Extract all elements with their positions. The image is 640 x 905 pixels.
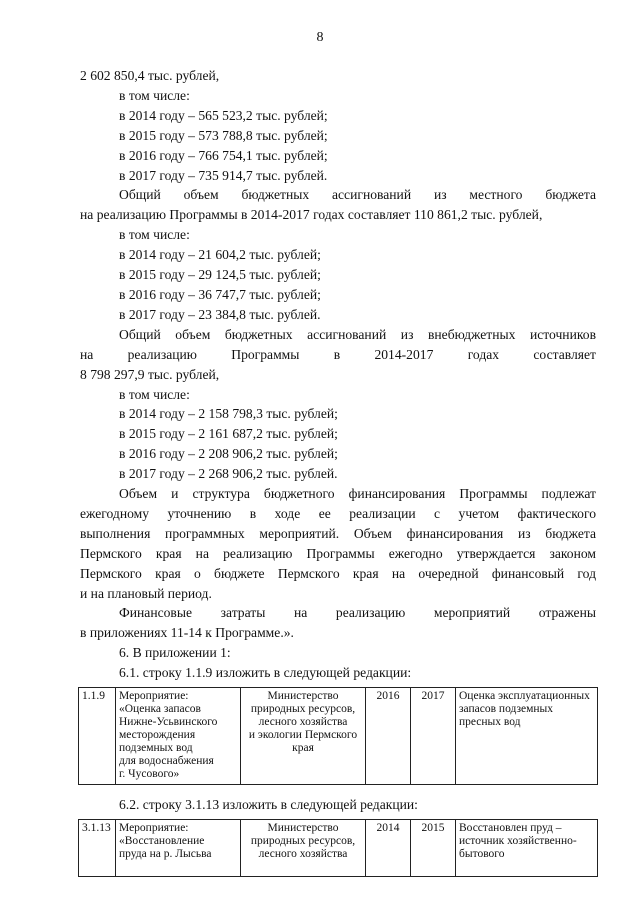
cell-text: пруда на р. Лысьва (119, 848, 212, 860)
paragraph-line: 8 798 297,9 тыс. рублей, (80, 366, 220, 382)
text-line: в 2014 году – 2 158 798,3 тыс. рублей; (119, 406, 338, 422)
cell-text: Мероприятие: (119, 822, 189, 834)
cell-text: лесного хозяйства (258, 716, 348, 729)
table-row-3-1-13 (80, 819, 596, 877)
paragraph-line: Пермского края о бюджете Пермского края на очередной финансовый год (80, 565, 596, 581)
text-line: в 2015 году – 29 124,5 тыс. рублей; (119, 267, 321, 283)
text-line: в 2014 году – 21 604,2 тыс. рублей; (119, 247, 321, 263)
text-line: в том числе: (119, 227, 190, 243)
cell-text: «Восстановление (119, 835, 205, 847)
cell-start-year: 2014 (366, 820, 411, 877)
text-line: в 2016 году – 766 754,1 тыс. рублей; (119, 147, 328, 163)
cell-text: бытового (459, 848, 505, 860)
cell-text: подземных вод (119, 742, 193, 755)
paragraph-line: Финансовые затраты на реализацию мероприятий отражены (119, 605, 596, 621)
text-line: в 2014 году – 565 523,2 тыс. рублей; (119, 107, 328, 123)
paragraph-line: ежегодному уточнению в ходе ее реализации с учетом фактического (80, 505, 596, 521)
list-item: 6.1. строку 1.1.9 изложить в следующей редакции: (119, 665, 412, 681)
paragraph-line: на реализацию Программы в 2014-2017 годах составляет 110 861,2 тыс. рублей, (80, 207, 543, 223)
cell-text: г. Чусового» (119, 768, 180, 781)
text-line: в 2017 году – 23 384,8 тыс. рублей. (119, 306, 321, 322)
cell-text: «Оценка запасов (119, 703, 201, 716)
cell-text: и экологии Пермского (248, 729, 358, 742)
cell-end-year: 2017 (411, 688, 456, 785)
list-item: 6.2. строку 3.1.13 изложить в следующей редакции: (119, 797, 418, 813)
text-line: 2 602 850,4 тыс. рублей, (80, 68, 220, 83)
document-body (80, 66, 596, 877)
paragraph-line: Общий объем бюджетных ассигнований из местного бюджета (119, 187, 596, 203)
paragraph-line: выполнения программных мероприятий. Объем финансирования из бюджета (80, 525, 596, 541)
cell-text: природных ресурсов, (250, 703, 356, 716)
cell-event (116, 820, 241, 877)
cell-result (456, 688, 598, 785)
cell-result (456, 820, 598, 877)
text-line: в 2015 году – 573 788,8 тыс. рублей; (119, 127, 328, 143)
cell-text: месторождения (119, 729, 196, 742)
cell-end-year: 2015 (411, 820, 456, 877)
page-number: 8 (316, 30, 324, 45)
cell-start-year: 2016 (366, 688, 411, 785)
cell-number: 3.1.13 (79, 820, 116, 877)
cell-text: Министерство (267, 690, 339, 703)
text-line: в 2017 году – 735 914,7 тыс. рублей. (119, 167, 328, 183)
list-item: 6. В приложении 1: (119, 645, 231, 661)
cell-text: запасов подземных (459, 703, 554, 716)
table-row (79, 688, 598, 785)
cell-text: источник хозяйственно- (459, 835, 577, 847)
paragraph-line: на реализацию Программы в 2014-2017 годах составляет (80, 346, 596, 362)
table-row-1-1-9 (80, 687, 596, 785)
cell-event (116, 688, 241, 785)
paragraph-line: Общий объем бюджетных ассигнований из внебюджетных источников (119, 326, 596, 342)
program-table (78, 687, 598, 785)
text-line: в 2017 году – 2 268 906,2 тыс. рублей. (119, 466, 338, 482)
cell-text: для водоснабжения (119, 755, 214, 768)
cell-text: края (292, 742, 314, 755)
cell-organization (241, 820, 366, 877)
cell-text: лесного хозяйства (258, 848, 348, 860)
paragraph-line: Пермского края на реализацию Программы ежегодно утверждается законом (80, 545, 596, 561)
cell-text: Оценка эксплуатационных (459, 690, 590, 703)
paragraph-line: в приложениях 11-14 к Программе.». (80, 625, 294, 641)
text-line: в 2016 году – 2 208 906,2 тыс. рублей; (119, 446, 338, 462)
text-line: в том числе: (119, 386, 190, 402)
table-row (79, 820, 598, 877)
paragraph-line: и на плановый период. (80, 585, 212, 601)
cell-text: Мероприятие: (119, 690, 189, 703)
cell-text: Восстановлен пруд – (459, 822, 562, 834)
cell-text: природных ресурсов, (250, 835, 356, 847)
paragraph-line: Объем и структура бюджетного финансирования Программы подлежат (119, 486, 596, 502)
text-line: в 2015 году – 2 161 687,2 тыс. рублей; (119, 426, 338, 442)
text-line: в том числе: (119, 87, 190, 103)
cell-text: Министерство (267, 822, 339, 834)
program-table (78, 819, 598, 877)
text-line: в 2016 году – 36 747,7 тыс. рублей; (119, 286, 321, 302)
cell-text: пресных вод (459, 716, 521, 729)
cell-number: 1.1.9 (79, 688, 116, 785)
cell-organization (241, 688, 366, 785)
cell-text: Нижне-Усьвинского (119, 716, 218, 729)
